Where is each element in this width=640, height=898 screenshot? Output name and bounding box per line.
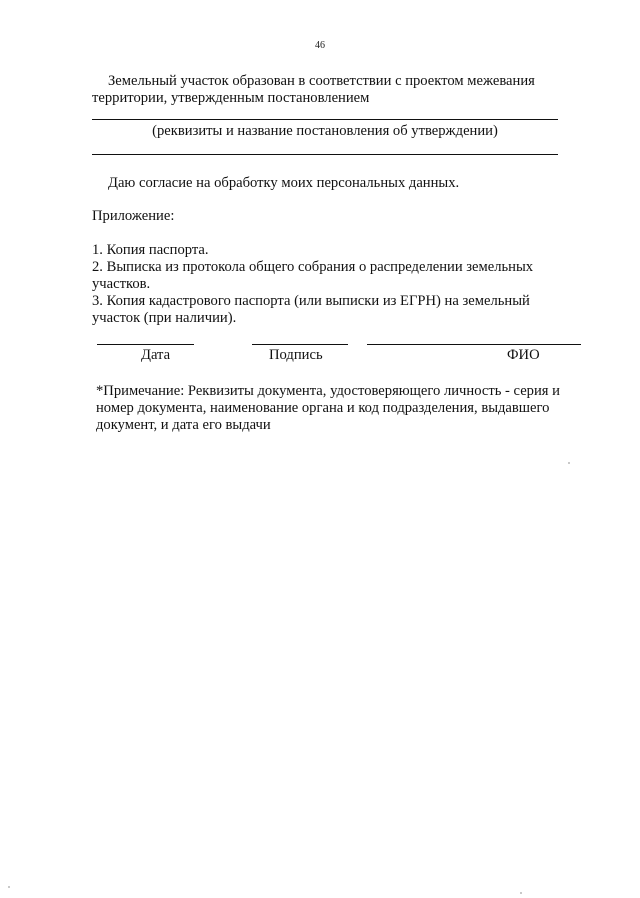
attachment-item-3-line-2: участок (при наличии). bbox=[92, 310, 237, 326]
note-line-3: документ, и дата его выдачи bbox=[96, 417, 271, 433]
intro-line-1: Земельный участок образован в соответствии с проектом межевания bbox=[108, 73, 535, 89]
attachment-item-1: 1. Копия паспорта. bbox=[92, 242, 209, 258]
note-line-1: *Примечание: Реквизиты документа, удостоверяющего личность - серия и bbox=[96, 383, 560, 399]
full-name-label: ФИО bbox=[507, 347, 540, 363]
attachments-heading: Приложение: bbox=[92, 208, 175, 224]
signature-label: Подпись bbox=[269, 347, 323, 363]
date-label: Дата bbox=[141, 347, 171, 363]
signature-line bbox=[252, 344, 348, 345]
attachment-item-2-line-1: 2. Выписка из протокола общего собрания о распределении земельных bbox=[92, 259, 534, 275]
scan-speck bbox=[568, 462, 570, 464]
attachment-item-3-line-1: 3. Копия кадастрового паспорта (или выписки из ЕГРН) на земельный bbox=[92, 293, 530, 309]
requisites-caption: (реквизиты и название постановления об утверждении) bbox=[152, 123, 498, 139]
note-line-2: номер документа, наименование органа и код подразделения, выдавшего bbox=[96, 400, 550, 416]
scan-speck bbox=[8, 886, 10, 888]
date-line bbox=[97, 344, 194, 345]
consent-text: Даю согласие на обработку моих персональных данных. bbox=[108, 175, 460, 191]
scan-speck bbox=[520, 892, 522, 894]
intro-line-2: территории, утвержденным постановлением bbox=[92, 90, 370, 106]
attachment-item-2-line-2: участков. bbox=[92, 276, 151, 292]
page-number: 46 bbox=[315, 40, 325, 51]
resolution-requisites-line bbox=[92, 119, 558, 120]
resolution-title-line bbox=[92, 154, 558, 155]
full-name-line bbox=[367, 344, 581, 345]
